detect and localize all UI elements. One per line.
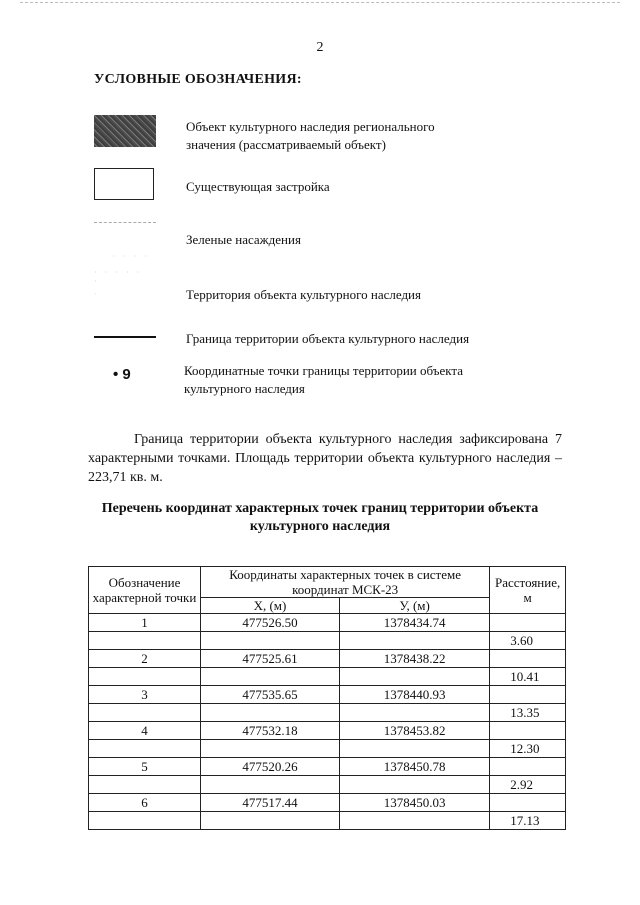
distance-cell: 13.35 bbox=[490, 704, 566, 722]
y-coordinate-cell: 1378450.78 bbox=[339, 758, 489, 776]
legend-label-green-spaces: Зеленые насаждения bbox=[186, 232, 301, 247]
legend-label-heritage-object: Объект культурного наследия регионального значения (рассматриваемый объект) bbox=[186, 119, 435, 152]
point-id-cell: 4 bbox=[89, 722, 201, 740]
coordinates-table-body bbox=[89, 614, 566, 830]
x-coordinate-cell: 477517.44 bbox=[200, 794, 339, 812]
distance-empty-cell bbox=[490, 650, 566, 668]
distance-cell: 10.41 bbox=[490, 668, 566, 686]
table-row bbox=[89, 686, 566, 704]
spacer-cell bbox=[339, 632, 489, 650]
spacer-cell bbox=[200, 740, 339, 758]
coordinate-point-symbol: • 9 bbox=[113, 366, 131, 383]
spacer-cell bbox=[89, 812, 201, 830]
legend-label-coordinate-points: Координатные точки границы территории объекта культурного наследия bbox=[184, 363, 464, 396]
spacer-cell bbox=[339, 668, 489, 686]
page-number: 2 bbox=[316, 40, 324, 55]
heritage-territory-symbol bbox=[94, 268, 156, 304]
spacer-cell bbox=[339, 740, 489, 758]
table-row bbox=[89, 704, 566, 722]
y-coordinate-cell: 1378438.22 bbox=[339, 650, 489, 668]
table-row bbox=[89, 740, 566, 758]
x-coordinate-cell: 477532.18 bbox=[200, 722, 339, 740]
table-row bbox=[89, 722, 566, 740]
spacer-cell bbox=[339, 776, 489, 794]
table-row bbox=[89, 794, 566, 812]
spacer-cell bbox=[89, 704, 201, 722]
spacer-cell bbox=[200, 668, 339, 686]
header-designation: Обозначение характерной точки bbox=[89, 567, 201, 614]
y-coordinate-cell: 1378440.93 bbox=[339, 686, 489, 704]
y-coordinate-cell: 1378453.82 bbox=[339, 722, 489, 740]
scan-top-edge bbox=[20, 2, 620, 3]
distance-cell: 2.92 bbox=[490, 776, 566, 794]
table-row bbox=[89, 650, 566, 668]
spacer-cell bbox=[89, 740, 201, 758]
distance-empty-cell bbox=[490, 722, 566, 740]
legend-label-territory-border: Граница территории объекта культурного наследия bbox=[186, 331, 470, 346]
spacer-cell bbox=[339, 812, 489, 830]
point-id-cell: 5 bbox=[89, 758, 201, 776]
spacer-cell bbox=[200, 632, 339, 650]
y-coordinate-cell: 1378450.03 bbox=[339, 794, 489, 812]
header-x: Х, (м) bbox=[200, 598, 339, 614]
x-coordinate-cell: 477520.26 bbox=[200, 758, 339, 776]
distance-cell: 3.60 bbox=[490, 632, 566, 650]
point-id-cell: 2 bbox=[89, 650, 201, 668]
spacer-cell bbox=[200, 704, 339, 722]
spacer-cell bbox=[89, 632, 201, 650]
spacer-cell bbox=[200, 776, 339, 794]
distance-empty-cell bbox=[490, 758, 566, 776]
point-id-cell: 1 bbox=[89, 614, 201, 632]
header-coordinates: Координаты характерных точек в системе координат МСК-23 bbox=[200, 567, 489, 598]
existing-building-symbol bbox=[94, 168, 154, 200]
territory-dots-top: · · · · · · bbox=[94, 268, 143, 286]
x-coordinate-cell: 477535.65 bbox=[200, 686, 339, 704]
table-row bbox=[89, 632, 566, 650]
table-row bbox=[89, 776, 566, 794]
coordinates-list-title: Перечень координат характерных точек границ территории объекта культурного наследия bbox=[101, 501, 539, 534]
spacer-cell bbox=[89, 668, 201, 686]
table-row bbox=[89, 614, 566, 632]
spacer-cell bbox=[339, 704, 489, 722]
x-coordinate-cell: 477526.50 bbox=[200, 614, 339, 632]
distance-empty-cell bbox=[490, 614, 566, 632]
green-spaces-dots: · · · · bbox=[112, 252, 150, 261]
heritage-object-hatch-symbol bbox=[94, 115, 156, 147]
table-row bbox=[89, 812, 566, 830]
header-y: У, (м) bbox=[339, 598, 489, 614]
distance-cell: 17.13 bbox=[490, 812, 566, 830]
legend-label-heritage-territory: Территория объекта культурного наследия bbox=[186, 287, 421, 302]
x-coordinate-cell: 477525.61 bbox=[200, 650, 339, 668]
legend-title: УСЛОВНЫЕ ОБОЗНАЧЕНИЯ: bbox=[94, 72, 302, 87]
distance-empty-cell bbox=[490, 794, 566, 812]
table-row bbox=[89, 758, 566, 776]
legend-label-existing-buildings: Существующая застройка bbox=[186, 179, 330, 194]
table-row bbox=[89, 668, 566, 686]
spacer-cell bbox=[89, 776, 201, 794]
distance-cell: 12.30 bbox=[490, 740, 566, 758]
point-id-cell: 3 bbox=[89, 686, 201, 704]
header-distance: Расстояние, м bbox=[490, 567, 566, 614]
territory-description: Граница территории объекта культурного наследия зафиксирована 7 характерными точками. Площадь территории объекта культурного наследия – 223,71 кв. м. bbox=[88, 432, 562, 485]
y-coordinate-cell: 1378434.74 bbox=[339, 614, 489, 632]
distance-empty-cell bbox=[490, 686, 566, 704]
territory-dots-bottom: · bbox=[94, 290, 100, 299]
green-spaces-symbol bbox=[94, 222, 156, 262]
point-id-cell: 6 bbox=[89, 794, 201, 812]
spacer-cell bbox=[200, 812, 339, 830]
territory-border-line-symbol bbox=[94, 336, 156, 338]
coordinates-table bbox=[88, 566, 566, 830]
green-spaces-edge bbox=[94, 222, 156, 223]
